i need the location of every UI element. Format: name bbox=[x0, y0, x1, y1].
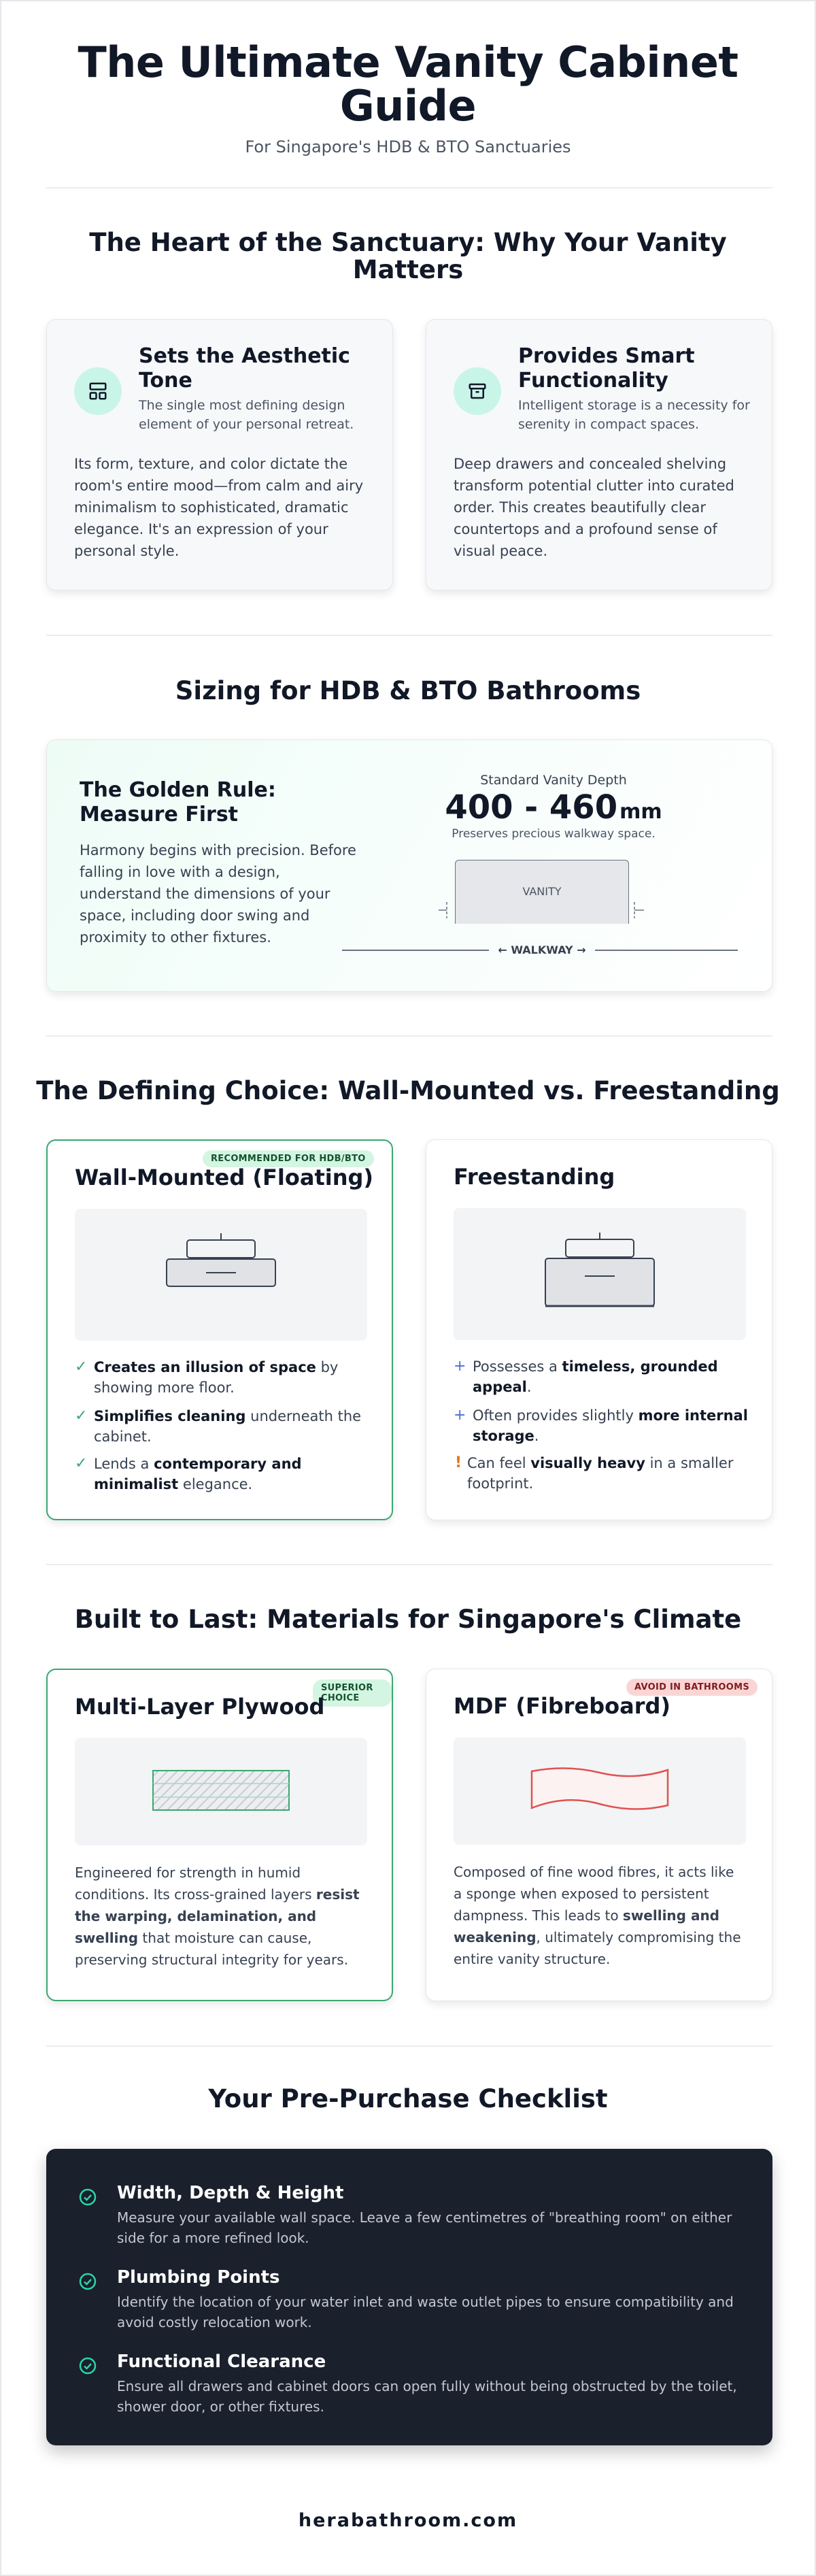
wall-benefit-2 bbox=[94, 1406, 361, 1447]
floating-vanity-icon bbox=[75, 1209, 367, 1341]
mdf-body-line: entire vanity structure. bbox=[454, 1951, 611, 1967]
mdf-title: MDF (Fibreboard) bbox=[454, 1693, 671, 1719]
aesthetic-body-line: personal style. bbox=[74, 543, 180, 559]
functionality-body-line: visual peace. bbox=[454, 543, 548, 559]
golden-rule-body bbox=[80, 839, 356, 948]
checklist-text-line: shower door, or other fixtures. bbox=[117, 2398, 324, 2415]
plus-icon: + bbox=[454, 1407, 466, 1424]
wall-benefit-3-bold2: minimalist bbox=[94, 1476, 179, 1492]
mdf-body-bold: weakening bbox=[454, 1929, 537, 1945]
freestanding-card bbox=[426, 1139, 772, 1520]
wall-benefit-1-bold: Creates an illusion of space bbox=[94, 1359, 316, 1375]
golden-rule-body-line: falling in love with a design, bbox=[80, 864, 280, 880]
functionality-title-line2: Functionality bbox=[518, 369, 668, 392]
plywood-body-line: conditions. Its cross-grained layers bbox=[75, 1886, 316, 1903]
page-subtitle: For Singapore's HDB & BTO Sanctuaries bbox=[245, 137, 571, 156]
functionality-body-line: countertops and a profound sense of bbox=[454, 521, 717, 537]
choice-section-title: The Defining Choice: Wall-Mounted vs. Freestanding bbox=[36, 1076, 780, 1105]
wall-benefit-3 bbox=[94, 1454, 302, 1494]
checklist-text-line: Ensure all drawers and cabinet doors can open fully without being obstructed by the toilet, bbox=[117, 2378, 737, 2394]
aesthetic-lead-line2: element of your personal retreat. bbox=[139, 417, 354, 432]
checklist-panel bbox=[46, 2149, 772, 2445]
plywood-illustration bbox=[75, 1738, 367, 1845]
free-point-3-line2: footprint. bbox=[467, 1475, 534, 1492]
warped-board-icon bbox=[454, 1737, 746, 1845]
mdf-body-line: , ultimately compromising the bbox=[536, 1929, 741, 1945]
checklist-item-title: Functional Clearance bbox=[117, 2352, 326, 2372]
aesthetic-title-line1: Sets the Aesthetic bbox=[139, 344, 350, 368]
arrow-left-icon: ← bbox=[498, 943, 507, 956]
divider bbox=[46, 635, 772, 636]
wall-mounted-illustration bbox=[75, 1209, 367, 1341]
mdf-body-line: a sponge when exposed to persistent bbox=[454, 1886, 709, 1902]
aesthetic-card-title bbox=[139, 344, 350, 393]
functionality-body-line: Deep drawers and concealed shelving bbox=[454, 456, 727, 472]
wall-benefit-3-bold: contemporary and bbox=[154, 1456, 302, 1472]
plus-icon: + bbox=[454, 1358, 466, 1375]
checklist-text-line: side for a more refined look. bbox=[117, 2230, 309, 2246]
mdf-body-bold: swelling and bbox=[622, 1907, 720, 1924]
free-point-3-rest: in a smaller bbox=[645, 1455, 734, 1471]
checklist-item-title: Width, Depth & Height bbox=[117, 2183, 344, 2203]
golden-rule-title bbox=[80, 778, 276, 827]
dimension-mark-left bbox=[435, 901, 459, 925]
plywood-body bbox=[75, 1862, 360, 1971]
functionality-lead-line1: Intelligent storage is a necessity for bbox=[518, 398, 750, 413]
plywood-card bbox=[46, 1669, 393, 2001]
functionality-card-body bbox=[454, 453, 734, 562]
free-point-2-rest: . bbox=[534, 1428, 539, 1444]
plywood-body-line: Engineered for strength in humid bbox=[75, 1864, 301, 1881]
free-point-2-bold: more internal bbox=[638, 1407, 748, 1424]
depth-unit: mm bbox=[619, 800, 662, 824]
wall-mounted-card bbox=[46, 1139, 393, 1520]
arrow-right-icon: → bbox=[577, 943, 586, 956]
golden-rule-body-line: space, including door swing and bbox=[80, 907, 310, 924]
heart-title-line1: The Heart of the Sanctuary: Why Your Vanity bbox=[89, 228, 727, 257]
check-circle-icon bbox=[78, 2356, 98, 2376]
check-circle-icon bbox=[78, 2187, 98, 2207]
mdf-body-line: Composed of fine wood fibres, it acts like bbox=[454, 1864, 734, 1880]
depth-value: 400 - 460 bbox=[445, 788, 618, 826]
plywood-body-bold: resist bbox=[316, 1886, 360, 1903]
aesthetic-card-lead bbox=[139, 396, 354, 434]
plywood-body-bold: swelling bbox=[75, 1930, 139, 1946]
golden-rule-body-line: Harmony begins with precision. Before bbox=[80, 842, 356, 858]
functionality-card-title bbox=[518, 344, 695, 393]
vanity-diagram: VANITY bbox=[455, 860, 629, 924]
checklist-text-line: avoid costly relocation work. bbox=[117, 2314, 312, 2330]
mdf-body-line: dampness. This leads to bbox=[454, 1907, 623, 1924]
plywood-title: Multi-Layer Plywood bbox=[75, 1694, 325, 1720]
free-point-1-bold: timeless, grounded bbox=[562, 1358, 718, 1375]
functionality-body-line: transform potential clutter into curated bbox=[454, 478, 734, 494]
functionality-lead-line2: serenity in compact spaces. bbox=[518, 417, 699, 432]
aesthetic-card-body bbox=[74, 453, 363, 562]
aesthetic-body-line: elegance. It's an expression of your bbox=[74, 521, 328, 537]
materials-section-title: Built to Last: Materials for Singapore's Climate bbox=[74, 1605, 742, 1634]
aesthetic-body-line: minimalism to sophisticated, dramatic bbox=[74, 499, 349, 516]
divider bbox=[46, 1035, 772, 1037]
functionality-card-lead bbox=[518, 396, 750, 434]
free-point-2-pre: Often provides slightly bbox=[473, 1407, 639, 1424]
mdf-illustration bbox=[454, 1737, 746, 1845]
dimension-mark-right bbox=[626, 901, 651, 925]
wall-benefit-1-line2: showing more floor. bbox=[94, 1379, 235, 1396]
functionality-body-line: order. This creates beautifully clear bbox=[454, 499, 707, 516]
checklist-item-text bbox=[117, 2207, 743, 2248]
free-point-3-bold: visually heavy bbox=[530, 1455, 645, 1471]
plywood-body-line: preserving structural integrity for years. bbox=[75, 1952, 349, 1968]
freestanding-vanity-icon bbox=[454, 1208, 746, 1340]
superior-badge: SUPERIOR CHOICE bbox=[313, 1679, 392, 1707]
recommended-badge: RECOMMENDED FOR HDB/BTO bbox=[203, 1150, 374, 1167]
sizing-card bbox=[46, 739, 772, 992]
free-point-1-bold2: appeal bbox=[473, 1379, 527, 1395]
aesthetic-body-line: room's entire mood—from calm and airy bbox=[74, 478, 364, 494]
depth-label: Standard Vanity Depth bbox=[480, 773, 627, 788]
freestanding-title: Freestanding bbox=[454, 1164, 615, 1190]
free-point-3-pre: Can feel bbox=[467, 1455, 531, 1471]
plywood-layers-icon bbox=[75, 1738, 367, 1845]
plywood-body-bold: the warping, delamination, and bbox=[75, 1908, 317, 1924]
golden-rule-body-line: proximity to other fixtures. bbox=[80, 929, 271, 946]
free-point-1-rest: . bbox=[526, 1379, 532, 1395]
archive-box-icon bbox=[454, 367, 501, 415]
page-title-line2: Guide bbox=[339, 81, 477, 131]
free-point-2 bbox=[473, 1405, 748, 1446]
free-point-1 bbox=[473, 1356, 718, 1397]
wall-benefit-1 bbox=[94, 1357, 338, 1398]
divider bbox=[46, 187, 772, 188]
functionality-card bbox=[426, 319, 772, 590]
footer-domain[interactable]: herabathroom.com bbox=[298, 2510, 518, 2531]
wall-benefit-2-line2: cabinet. bbox=[94, 1428, 152, 1445]
warning-icon: ! bbox=[455, 1454, 462, 1471]
free-point-3 bbox=[467, 1453, 733, 1494]
wall-benefit-2-bold: Simplifies cleaning bbox=[94, 1408, 246, 1424]
page-title bbox=[1, 37, 815, 131]
sizing-section-title: Sizing for HDB & BTO Bathrooms bbox=[175, 676, 641, 705]
heart-title-line2: Matters bbox=[352, 255, 464, 284]
mdf-body bbox=[454, 1861, 741, 1970]
aesthetic-body-line: Its form, texture, and color dictate the bbox=[74, 456, 348, 472]
wall-mounted-title: Wall-Mounted (Floating) bbox=[75, 1165, 374, 1190]
check-icon: ✓ bbox=[75, 1455, 88, 1472]
check-icon: ✓ bbox=[75, 1407, 88, 1424]
wall-benefit-1-rest: by bbox=[316, 1359, 339, 1375]
wall-benefit-3-rest: elegance. bbox=[178, 1476, 253, 1492]
freestanding-illustration bbox=[454, 1208, 746, 1340]
aesthetic-card bbox=[46, 319, 393, 590]
golden-rule-body-line: understand the dimensions of your bbox=[80, 886, 330, 902]
walkway-label bbox=[489, 941, 595, 959]
free-point-2-bold2: storage bbox=[473, 1428, 534, 1444]
page-title-line1: The Ultimate Vanity Cabinet bbox=[78, 37, 738, 87]
free-point-1-pre: Possesses a bbox=[473, 1358, 562, 1375]
checklist-text-line: Measure your available wall space. Leave a few centimetres of "breathing room" on either bbox=[117, 2209, 732, 2226]
aesthetic-title-line2: Tone bbox=[139, 369, 192, 392]
avoid-badge: AVOID IN BATHROOMS bbox=[626, 1679, 758, 1696]
check-icon: ✓ bbox=[75, 1358, 88, 1375]
aesthetic-lead-line1: The single most defining design bbox=[139, 398, 345, 413]
checklist-item-title: Plumbing Points bbox=[117, 2267, 280, 2288]
checklist-text-line: Identify the location of your water inlet and waste outlet pipes to ensure compatibility and bbox=[117, 2294, 734, 2310]
checklist-section-title: Your Pre-Purchase Checklist bbox=[208, 2084, 608, 2113]
functionality-title-line1: Provides Smart bbox=[518, 344, 695, 368]
layout-icon bbox=[74, 367, 122, 415]
heart-section-title bbox=[1, 229, 815, 284]
mdf-card bbox=[426, 1669, 772, 2001]
wall-benefit-3-pre: Lends a bbox=[94, 1456, 154, 1472]
golden-rule-line2: Measure First bbox=[80, 803, 239, 826]
checklist-item-text bbox=[117, 2292, 743, 2332]
depth-note: Preserves precious walkway space. bbox=[452, 827, 656, 841]
depth-value-row bbox=[428, 789, 679, 826]
divider bbox=[46, 1564, 772, 1565]
check-circle-icon bbox=[78, 2271, 98, 2292]
golden-rule-line1: The Golden Rule: bbox=[80, 778, 276, 802]
plywood-body-line: that moisture can cause, bbox=[138, 1930, 312, 1946]
wall-benefit-2-rest: underneath the bbox=[245, 1408, 362, 1424]
checklist-item-text bbox=[117, 2376, 743, 2417]
walkway-text: WALKWAY bbox=[511, 943, 573, 956]
depth-readout bbox=[428, 773, 679, 841]
divider bbox=[46, 2045, 772, 2047]
